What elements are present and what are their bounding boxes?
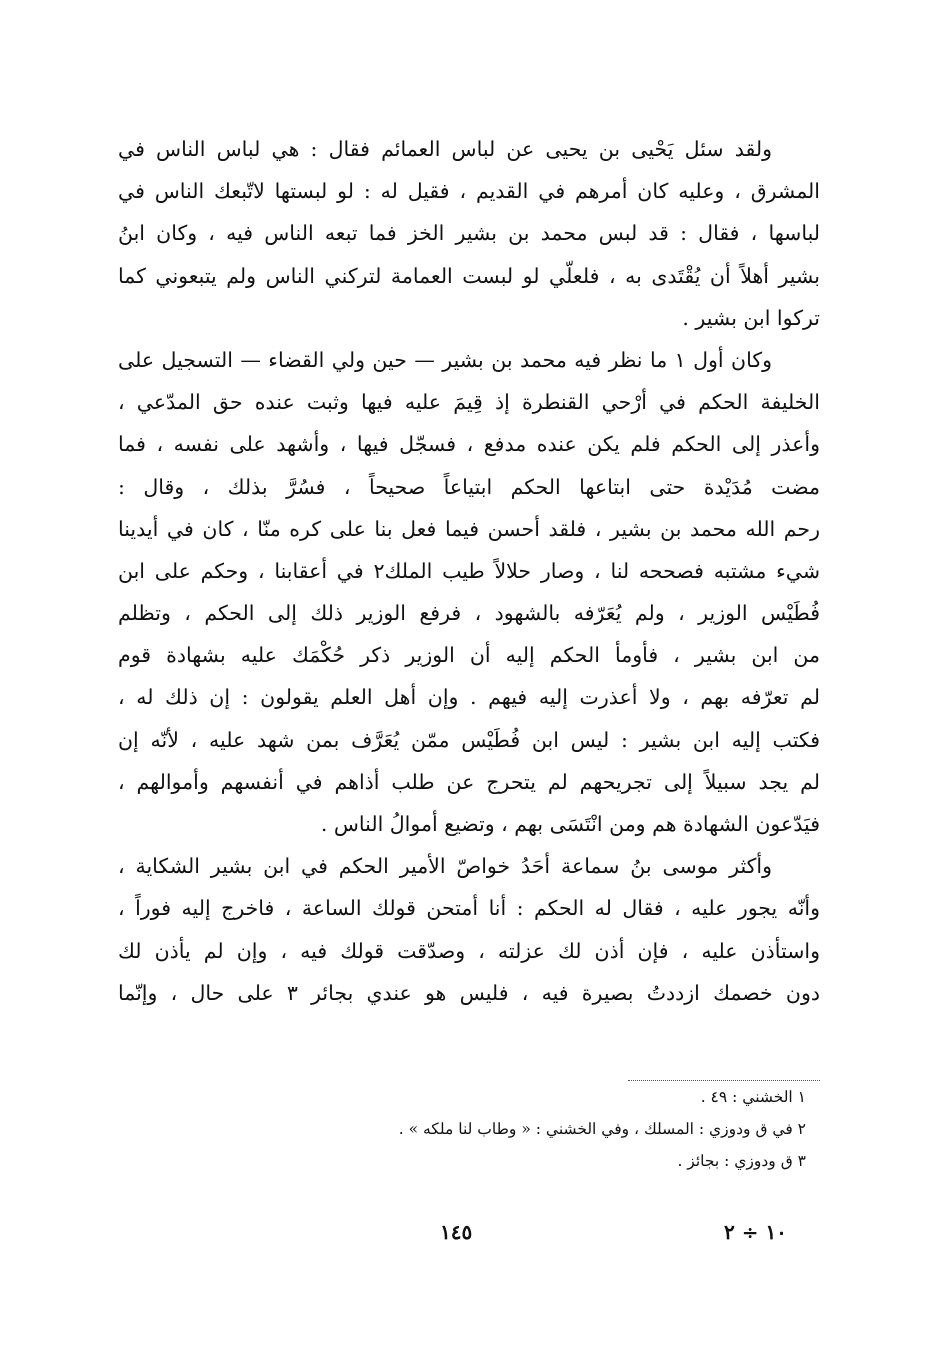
text-line: دون خصمك ازددتُ بصيرة فيه ، فليس هو عندي بجائر ٣ على حال ، وإنّما	[118, 980, 820, 1005]
text-line: بشير أهلاً أن يُقْتَدى به ، فلعلّي لو لبست العمامة لتركني الناس ولم يتبعوني كما	[118, 263, 820, 288]
footnote-3: ٣ ق ودوزي : بجائز .	[677, 1152, 806, 1170]
text-line: لباسها ، فقال : قد لبس محمد بن بشير الخز فما تبعه الناس فيه ، وكان ابنُ	[118, 221, 820, 246]
page-number: ١٤٥	[440, 1220, 473, 1244]
text-line: فكتب إليه ابن بشير : ليس ابن فُطَيْس ممّن يُعَرَّف بمن شهد عليه ، لأنّه إن	[118, 727, 820, 752]
footnotes	[118, 1080, 820, 1177]
text-line: وكان أول ١ ما نظر فيه محمد بن بشير — حين ولي القضاء — التسجيل على	[118, 347, 773, 372]
footnote-2: ٢ في ق ودوزي : المسلك ، وفي الخشني : « وطاب لنا ملكه » .	[398, 1120, 806, 1138]
text-line: واستأذن عليه ، فإن أذن لك عزلته ، وصدّقت قولك فيه ، وإن لم يأذن لك	[118, 938, 820, 963]
text-line: شيء مشتبه فصححه لنا ، وصار حلالاً طيب الملك٢ في أعقابنا ، وحكم على ابن	[118, 558, 820, 583]
text-line: وأكثر موسى بنُ سماعة أحَدُ خواصّ الأمير الحكم في ابن بشير الشكاية ،	[118, 854, 772, 879]
text-line: لم تعرّفه بهم ، ولا أعذرت إليه فيهم . وإن أهل العلم يقولون : إن ذلك له ،	[118, 685, 820, 710]
text-line: ولقد سئل يَحْيى بن يحيى عن لباس العمائم فقال : هي لباس الناس في	[118, 137, 772, 161]
signature-mark: ١٠ ÷ ٢	[724, 1220, 787, 1244]
text-line: رحم الله محمد بن بشير ، فلقد أحسن فيما فعل بنا على كره منّا ، كان في أيدينا	[118, 516, 820, 541]
paragraph-2	[118, 339, 820, 845]
text-line: فيَدّعون الشهادة هم ومن انْتَسَى بهم ، وتضيع أموالُ الناس .	[320, 812, 820, 836]
text-line: وأنّه يجور عليه ، فقال له الحكم : أنا أمتحن قولك الساعة ، فاخرج إليه فوراً ،	[118, 896, 820, 921]
text-line: الخليفة الحكم في أرْحي القنطرة إذ قِيمَ عليه فيها وثبت عنده حق المدّعي ،	[118, 390, 820, 415]
text-line: مضت مُدَيْدة حتى ابتاعها الحكم ابتياعاً صحيحاً ، فسُرَّ بذلك ، وقال :	[118, 474, 820, 499]
text-line: المشرق ، وعليه كان أمرهم في القديم ، فقيل له : لو لبستها لاتّبعك الناس في	[118, 179, 820, 204]
paragraph-1	[118, 128, 820, 339]
text-line: تركوا ابن بشير .	[682, 305, 820, 330]
footnote-1: ١ الخشني : ٤٩ .	[700, 1088, 806, 1106]
text-line: من ابن بشير ، فأومأ الحكم إليه أن الوزير ذكر حُكْمَك عليه بشهادة قوم	[118, 643, 820, 668]
paragraph-3	[118, 845, 820, 1014]
text-line: وأعذر إلى الحكم فلم يكن عنده مدفع ، فسجّل فيها ، وأشهد على نفسه ، فما	[118, 432, 820, 457]
text-line: فُطَيْس الوزير ، ولم يُعَرّفه بالشهود ، فرفع الوزير ذلك إلى الحكم ، وتظلم	[118, 601, 820, 626]
main-text	[118, 128, 820, 1014]
text-line: لم يجد سبيلاً إلى تجريحهم لم يتحرج عن طلب أذاهم في أنفسهم وأموالهم ،	[118, 769, 820, 794]
